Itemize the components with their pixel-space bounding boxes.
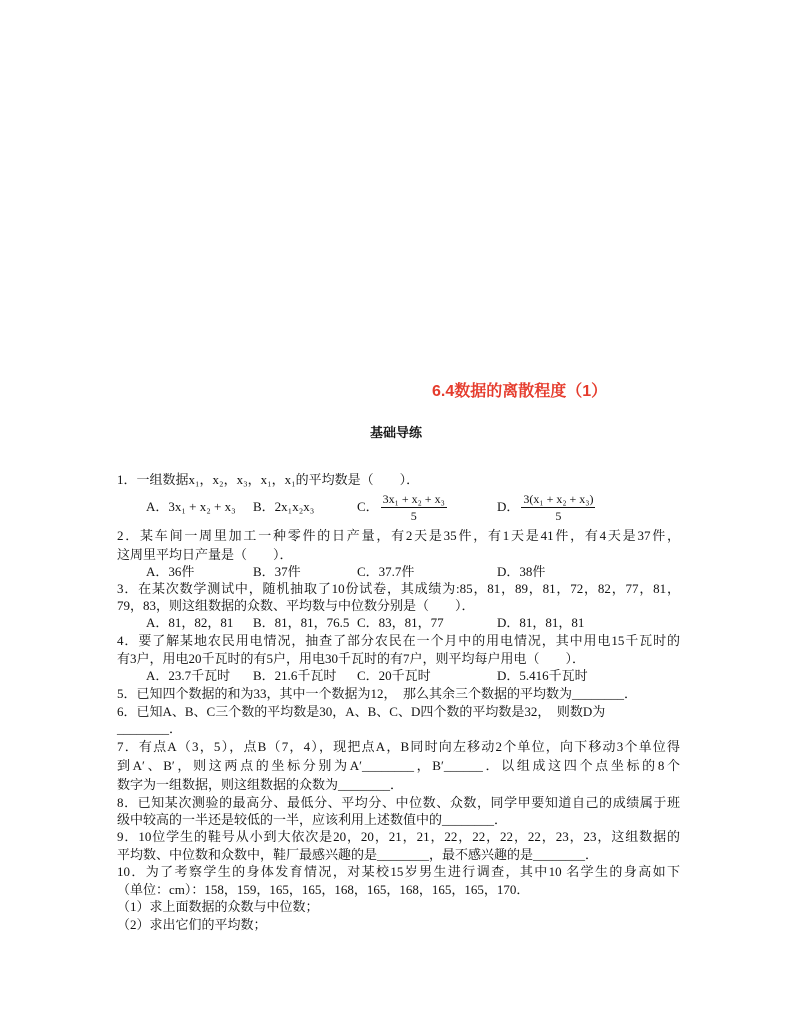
option-label: A．: [146, 499, 169, 514]
option-label: C．: [357, 615, 379, 630]
question-3-option-b: [253, 614, 349, 632]
question-4-line-2: 有3户，用电20千瓦时的有5户，用电30千瓦时的有7户，则平均每户用电（ ）．: [117, 651, 586, 666]
option-text: 37.7件: [378, 564, 415, 579]
option-text: 37件: [274, 564, 301, 579]
option-text: 23.7千瓦时: [168, 668, 231, 683]
fraction-denominator: 5: [555, 508, 562, 523]
option-text: 38件: [519, 564, 546, 579]
question-6-line-2: ________．: [117, 721, 183, 736]
question-9-line-1: 9．10位学生的鞋号从小到大依次是20，20，21，21，22，22，22，22，23，23，这组数据的: [117, 829, 680, 844]
question-1-option-c: [357, 492, 447, 522]
option-text: 3x₁ + x₂ + x₃: [168, 499, 236, 514]
question-3-option-a: [146, 614, 233, 632]
fraction-numerator: 3(x₁ + x₂ + x₃): [523, 491, 594, 506]
question-3-option-d: [497, 614, 584, 632]
question-2-option-d: [497, 563, 545, 581]
fraction: [521, 492, 595, 523]
page-title: 6.4数据的离散程度（1）: [432, 383, 608, 400]
option-label: B．: [253, 615, 275, 630]
question-1-option-b: [253, 498, 314, 516]
fraction-denominator: 5: [410, 508, 417, 523]
question-7-line-1: 7．有点A（3，5），点B（7，4），现把点A，B同时向左移动2个单位，向下移动3个单位得: [117, 739, 680, 754]
question-1-option-d: [497, 492, 595, 522]
question-10-line-1: 10．为了考察学生的身体发育情况，对某校15岁男生进行调查，其中10 名学生的身高如下: [117, 864, 680, 879]
option-label: A．: [146, 668, 169, 683]
question-9-line-2: 平均数、中位数和众数中，鞋厂最感兴趣的是________，最不感兴趣的是________．: [117, 847, 599, 862]
question-6-line-1: 6．已知A、B、C三个数的平均数是30，A、B、C、D四个数的平均数是32， 则数D为: [117, 704, 606, 719]
option-text: 21.6千瓦时: [274, 668, 337, 683]
question-2-line-2: 这周里平均日产量是（ ）．: [117, 547, 293, 562]
question-10-subquestion-2: （2）求出它们的平均数；: [117, 917, 267, 932]
question-3-option-c: [357, 614, 444, 632]
question-4-option-a: [146, 667, 230, 685]
fraction: [381, 492, 447, 523]
option-text: 36件: [168, 564, 195, 579]
question-4-option-c: [357, 667, 431, 685]
question-2-option-c: [357, 563, 414, 581]
section-heading: 基础导练: [370, 425, 423, 440]
option-label: C．: [357, 499, 379, 514]
fraction-numerator: 3x₁ + x₂ + x₃: [382, 491, 445, 506]
option-label: D．: [497, 615, 520, 630]
question-3-line-1: 3．在某次数学测试中，随机抽取了10份试卷，其成绩为:85，81，89，81，72，82，77，81，: [117, 581, 680, 596]
question-4-option-d: [497, 667, 588, 685]
question-8-line-2: 级中较高的一半还是较低的一半，应该利用上述数值中的________．: [117, 812, 508, 827]
question-3-line-2: 79，83，则这组数据的众数、平均数与中位数分别是（ ）．: [117, 598, 475, 613]
question-2-option-a: [146, 563, 194, 581]
question-7-line-2: 到A′、B′，则这两点的坐标分别为A′________，B′______．以组成这四个点坐标的8个: [117, 758, 680, 773]
option-label: C．: [357, 668, 379, 683]
option-label: B．: [253, 564, 275, 579]
question-2-line-1: 2．某车间一周里加工一种零件的日产量，有2天是35件，有1天是41件，有4天是37件，: [117, 528, 680, 543]
option-text: 81，81，76.5: [274, 615, 350, 630]
option-label: B．: [253, 499, 275, 514]
option-label: D．: [497, 564, 520, 579]
question-2-option-b: [253, 563, 301, 581]
option-text: 2x₁x₂x₃: [274, 499, 315, 514]
option-text: 81，81，81: [519, 615, 585, 630]
question-8-line-1: 8．已知某次测验的最高分、最低分、平均分、中位数、众数，同学甲要知道自己的成绩属于班: [117, 795, 680, 810]
question-4-option-b: [253, 667, 336, 685]
option-text: 81，82，81: [168, 615, 234, 630]
question-5-line-1: 5．已知四个数据的和为33，其中一个数据为12， 那么其余三个数据的平均数为________．: [117, 686, 638, 701]
question-1-line-1: 1．一组数据x₁，x₂，x₃，x₁，x₁的平均数是（ ）．: [117, 472, 420, 487]
option-label: B．: [253, 668, 275, 683]
option-label: A．: [146, 615, 169, 630]
question-10-subquestion-1: （1）求上面数据的众数与中位数；: [117, 899, 319, 914]
option-label: D．: [497, 499, 520, 514]
option-label: C．: [357, 564, 379, 579]
option-label: D．: [497, 668, 520, 683]
question-1-option-a: [146, 498, 236, 516]
question-10-line-2: （单位：cm）：158，159，165，165，168，165，168，165，165，170．: [117, 882, 530, 897]
option-label: A．: [146, 564, 169, 579]
question-4-line-1: 4．要了解某地农民用电情况，抽查了部分农民在一个月中的用电情况，其中用电15千瓦时的: [117, 633, 680, 648]
option-text: 20千瓦时: [378, 668, 431, 683]
option-text: 83，81，77: [378, 615, 444, 630]
question-7-line-3: 数字为一组数据，则这组数据的众数为________．: [117, 777, 404, 792]
option-text: 5.416千瓦时: [519, 668, 588, 683]
